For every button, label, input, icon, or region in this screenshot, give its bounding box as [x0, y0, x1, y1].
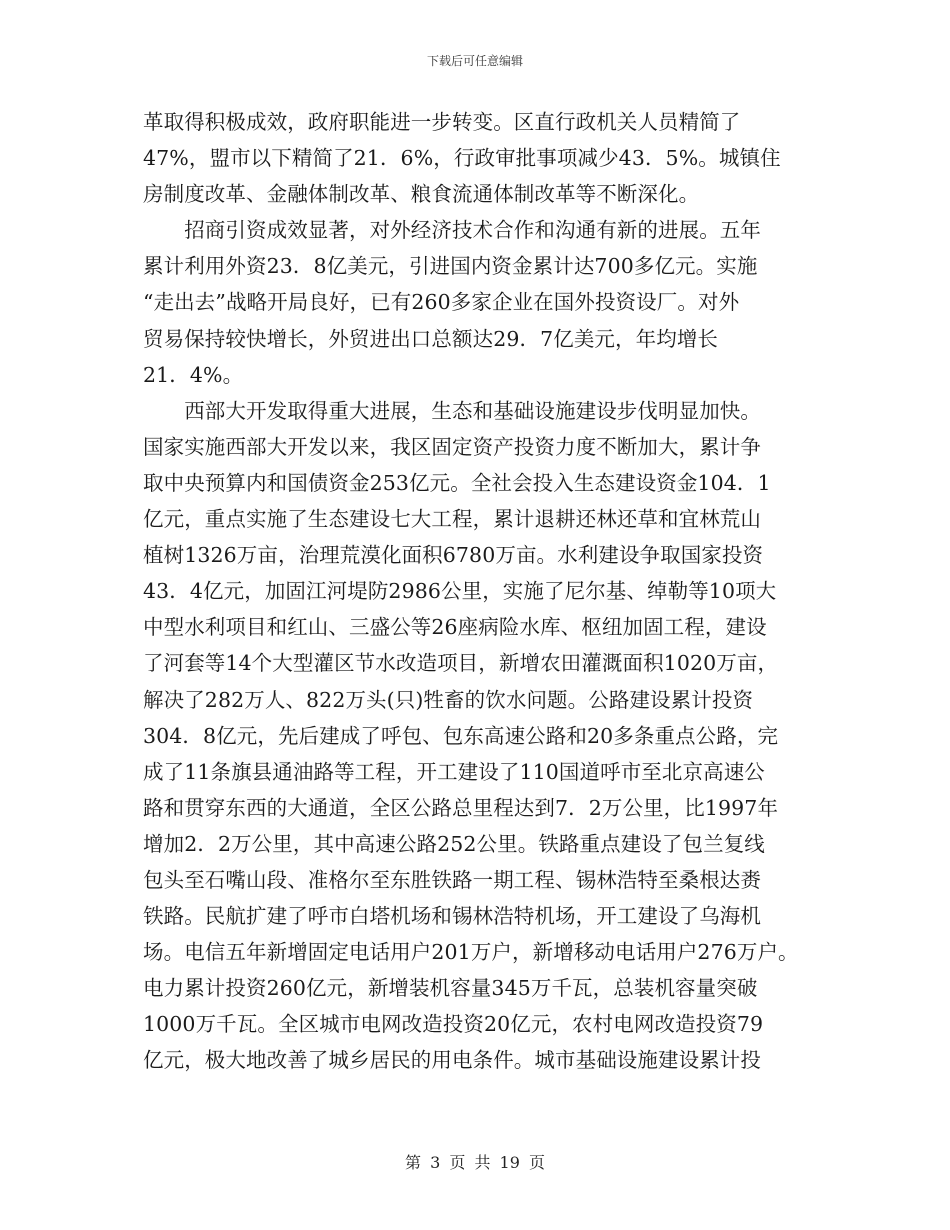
page-header: 下载后可任意编辑	[426, 54, 523, 68]
text-line: 房制度改革、金融体制改革、粮食流通体制改革等不断深化。	[143, 182, 700, 207]
text-line: 304．8亿元，先后建成了呼包、包东高速公路和20多条重点公路，完	[143, 723, 779, 748]
text-line: 了河套等14个大型灌区节水改造项目，新增农田灌溉面积1020万亩，	[143, 651, 779, 676]
text-line: 场。电信五年新增固定电话用户201万户，新增移动电话用户276万户。	[143, 940, 799, 965]
text-line: 革取得积极成效，政府职能进一步转变。区直行政机关人员精简了	[143, 110, 741, 134]
text-line: 47%，盟市以下精简了21．6%，行政审批事项减少43．5%。城镇住	[143, 146, 781, 171]
text-line: 解决了282万人、822万头(只)牲畜的饮水问题。公路建设累计投资	[143, 687, 754, 712]
text-line: 亿元，极大地改善了城乡居民的用电条件。城市基础设施建设累计投	[143, 1048, 761, 1073]
text-line: 取中央预算内和国债资金253亿元。全社会投入生态建设资金104．1	[143, 470, 771, 495]
document-body	[143, 104, 843, 1079]
page-footer: 第 3 页 共 19 页	[405, 1153, 545, 1172]
text-line: 电力累计投资260亿元，新增装机容量345万千瓦，总装机容量突破	[143, 976, 758, 1001]
text-line: 路和贯穿东西的大通道，全区公路总里程达到7．2万公里，比1997年	[143, 795, 779, 820]
text-line: 中型水利项目和红山、三盛公等26座病险水库、枢纽加固工程，建设	[143, 615, 767, 640]
text-line: 成了11条旗县通油路等工程，开工建设了110国道呼市至北京高速公	[143, 759, 765, 784]
text-line: 国家实施西部大开发以来，我区固定资产投资力度不断加大，累计争	[143, 434, 761, 459]
text-line: 招商引资成效显著，对外经济技术合作和沟通有新的进展。五年	[143, 218, 761, 243]
text-line: 贸易保持较快增长，外贸进出口总额达29．7亿美元，年均增长	[143, 326, 719, 351]
text-line: 43．4亿元，加固江河堤防2986公里，实施了尼尔基、绰勒等10项大	[143, 579, 777, 604]
text-line: 植树1326万亩，治理荒漠化面积6780万亩。水利建设争取国家投资	[143, 543, 764, 568]
text-line: 西部大开发取得重大进展，生态和基础设施建设步伐明显加快。	[143, 398, 761, 423]
text-line: 增加2．2万公里，其中高速公路252公里。铁路重点建设了包兰复线	[143, 831, 765, 856]
text-line: 累计利用外资23．8亿美元，引进国内资金累计达700多亿元。实施	[143, 254, 758, 279]
text-line: 21．4%。	[143, 362, 244, 387]
text-line: 包头至石嘴山段、准格尔至东胜铁路一期工程、锡林浩特至桑根达赉	[143, 867, 761, 892]
text-line: “走出去”战略开局良好，已有260多家企业在国外投资设厂。对外	[143, 290, 740, 315]
text-line: 1000万千瓦。全区城市电网改造投资20亿元，农村电网改造投资79	[143, 1012, 764, 1037]
text-line: 铁路。民航扩建了呼市白塔机场和锡林浩特机场，开工建设了乌海机	[143, 904, 761, 929]
text-line: 亿元，重点实施了生态建设七大工程，累计退耕还林还草和宜林荒山	[143, 507, 761, 532]
